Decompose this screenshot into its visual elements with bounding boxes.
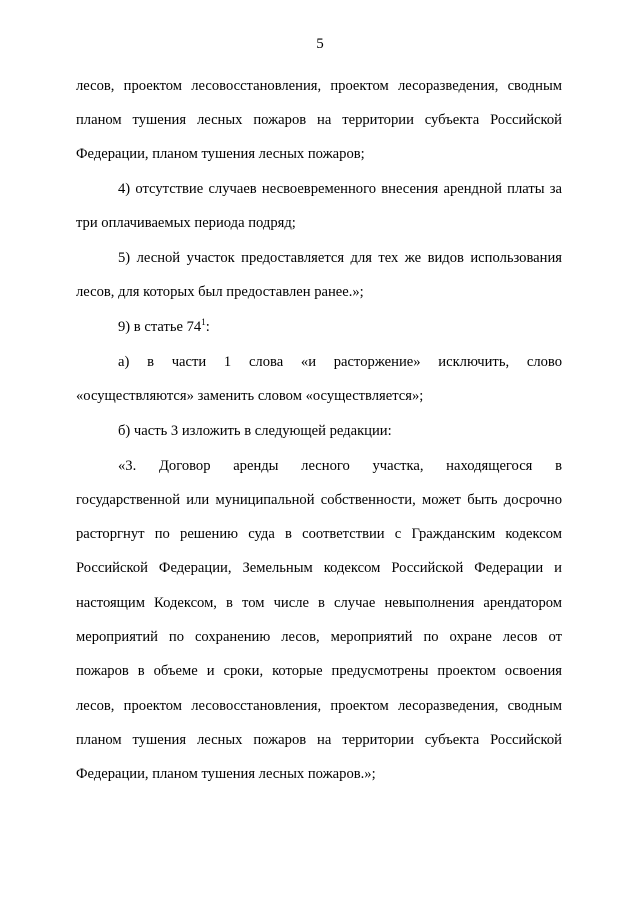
text-line: расторгнут по решению суда в соответствии с Гражданским кодексом: [76, 526, 562, 542]
text-line: лесов, проектом лесовосстановления, проектом лесоразведения, сводным: [76, 78, 562, 94]
text-line: Федерации, планом тушения лесных пожаров;: [76, 146, 365, 162]
text-line: 5) лесной участок предоставляется для тех же видов использования: [118, 250, 562, 266]
text-line: «осуществляются» заменить словом «осуществляется»;: [76, 388, 424, 404]
page-number: 5: [316, 36, 324, 52]
text-line: пожаров в объеме и сроки, которые предусмотрены проектом освоения: [76, 663, 562, 679]
text-line: б) часть 3 изложить в следующей редакции:: [118, 423, 392, 439]
text-line: «3. Договор аренды лесного участка, находящегося в: [118, 458, 562, 474]
article-superscript: 1: [201, 317, 206, 327]
article-reference: 9) в статье 74: [118, 319, 202, 335]
text-line: [118, 318, 562, 336]
text-line: мероприятий по сохранению лесов, мероприятий по охране лесов от: [76, 629, 562, 645]
text-line: настоящим Кодексом, в том числе в случае невыполнения арендатором: [76, 595, 562, 611]
text-line: а) в части 1 слова «и расторжение» исключить, слово: [118, 354, 562, 370]
text-line: государственной или муниципальной собственности, может быть досрочно: [76, 492, 562, 508]
text-line: лесов, проектом лесовосстановления, проектом лесоразведения, сводным: [76, 698, 562, 714]
text-line: планом тушения лесных пожаров на территории субъекта Российской: [76, 112, 562, 128]
colon: :: [205, 319, 210, 335]
text-line: три оплачиваемых периода подряд;: [76, 215, 296, 231]
text-line: лесов, для которых был предоставлен ранее.»;: [76, 284, 364, 300]
text-line: Федерации, планом тушения лесных пожаров.»;: [76, 766, 376, 782]
text-line: планом тушения лесных пожаров на территории субъекта Российской: [76, 732, 562, 748]
text-line: 4) отсутствие случаев несвоевременного внесения арендной платы за: [118, 181, 562, 197]
text-line: Российской Федерации, Земельным кодексом Российской Федерации и: [76, 560, 562, 576]
